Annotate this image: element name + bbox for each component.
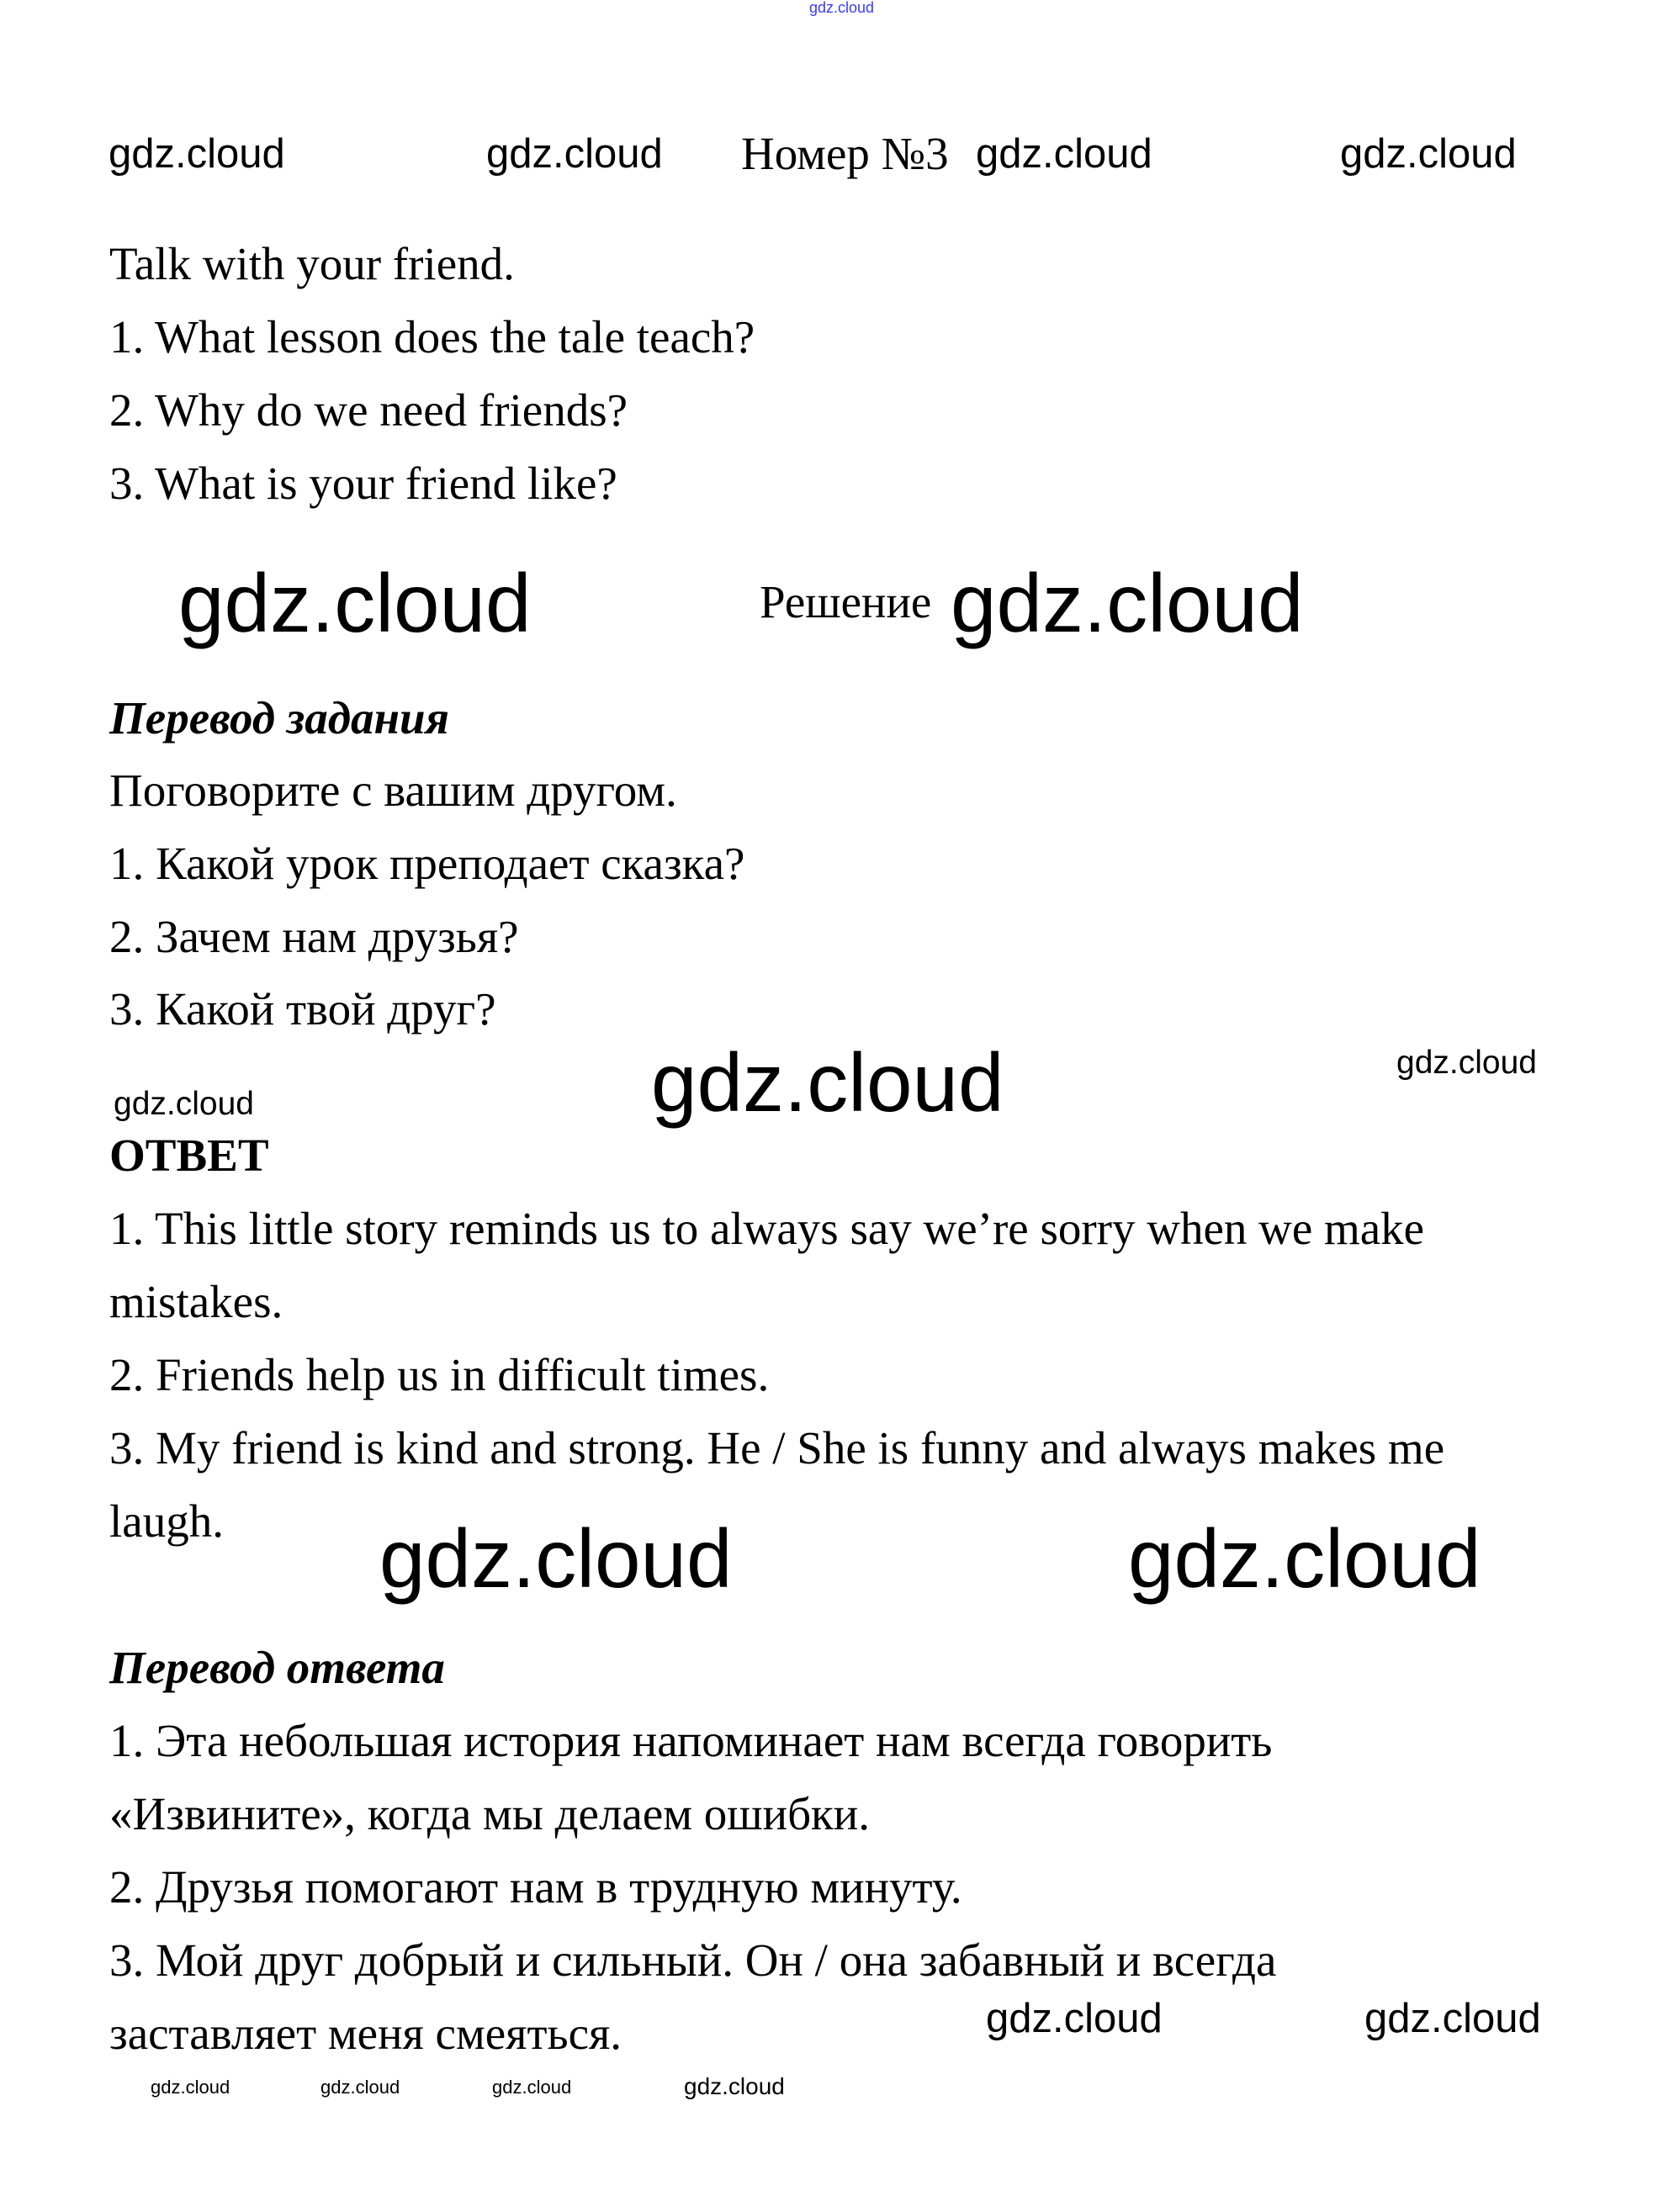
section-heading: Перевод ответа <box>109 1642 445 1693</box>
answer-line: mistakes. <box>109 1276 283 1327</box>
watermark: gdz.cloud <box>651 1036 1004 1129</box>
task-question: 3. What is your friend like? <box>109 458 617 509</box>
watermark: gdz.cloud <box>178 557 532 649</box>
answer-line: 3. My friend is kind and strong. He / She is funny and always makes me <box>109 1422 1445 1474</box>
task-intro: Talk with your friend. <box>109 238 515 289</box>
watermark: gdz.cloud <box>684 2073 785 2099</box>
translation-question: 1. Какой урок преподает сказка? <box>109 838 745 889</box>
translation-question: 2. Зачем нам друзья? <box>109 911 519 962</box>
translation-line: «Извините», когда мы делаем ошибки. <box>109 1788 870 1839</box>
watermark: gdz.cloud <box>486 131 663 177</box>
answer-line: laugh. <box>109 1495 224 1547</box>
watermark: gdz.cloud <box>1128 1512 1481 1605</box>
answer-line: 1. This little story reminds us to always say we’re sorry when we make <box>109 1203 1425 1254</box>
task-question: 2. Why do we need friends? <box>109 384 628 436</box>
watermark: gdz.cloud <box>976 131 1152 177</box>
watermark: gdz.cloud <box>379 1512 733 1605</box>
watermark: gdz.cloud <box>320 2077 400 2098</box>
answer-heading: ОТВЕТ <box>109 1130 269 1181</box>
watermark: gdz.cloud <box>492 2077 572 2098</box>
page-title: Номер №3 <box>741 128 949 179</box>
translation-intro: Поговорите с вашим другом. <box>109 765 677 816</box>
watermark: gdz.cloud <box>151 2077 230 2098</box>
translation-line: 2. Друзья помогают нам в трудную минуту. <box>109 1861 962 1913</box>
watermark: gdz.cloud <box>114 1086 254 1122</box>
watermark: gdz.cloud <box>1396 1045 1537 1081</box>
task-question: 1. What lesson does the tale teach? <box>109 311 755 362</box>
translation-line: заставляет меня смеяться. <box>109 2008 622 2059</box>
watermark: gdz.cloud <box>109 131 285 177</box>
section-heading: Перевод задания <box>109 692 449 744</box>
watermark: gdz.cloud <box>986 1996 1163 2041</box>
translation-question: 3. Какой твой друг? <box>109 983 496 1035</box>
watermark: gdz.cloud <box>1340 131 1517 177</box>
watermark: gdz.cloud <box>951 557 1304 649</box>
translation-line: 1. Эта небольшая история напоминает нам всегда говорить <box>109 1715 1273 1766</box>
translation-line: 3. Мой друг добрый и сильный. Он / она забавный и всегда <box>109 1934 1277 1986</box>
top-watermark: gdz.cloud <box>809 0 875 16</box>
answer-line: 2. Friends help us in difficult times. <box>109 1349 770 1400</box>
solution-label: Решение <box>760 576 932 627</box>
watermark: gdz.cloud <box>1364 1996 1541 2041</box>
